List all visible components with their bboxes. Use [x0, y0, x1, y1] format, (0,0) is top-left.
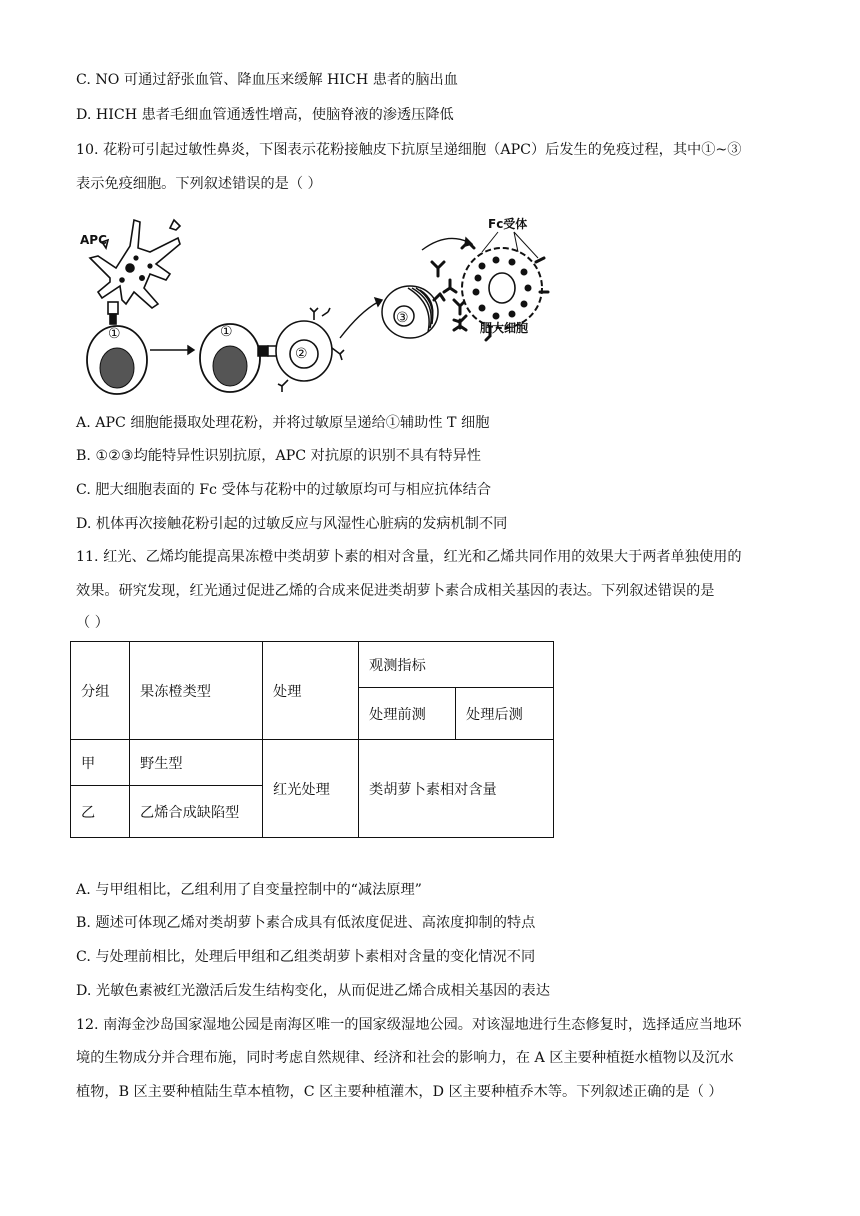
- fc-receptor-label: Fc受体: [488, 217, 528, 231]
- cell-3-label: ③: [396, 310, 409, 326]
- mast-cell-label: 肥大细胞: [480, 321, 529, 335]
- observation-value: 类胡萝卜素相对含量: [359, 740, 554, 838]
- b-cell: [276, 308, 344, 392]
- option-d-q10: D. 机体再次接触花粉引起的过敏反应与风湿性心脏病的发病机制不同: [76, 516, 508, 532]
- question-10-stem-2: 表示免疫细胞。下列叙述错误的是（ ）: [76, 176, 322, 192]
- arrow-1: [150, 346, 194, 354]
- option-c-q11: C. 与处理前相比，处理后甲组和乙组类胡萝卜素相对含量的变化情况不同: [76, 949, 536, 965]
- option-b-q11: B. 题述可体现乙烯对类胡萝卜素合成具有低浓度促进、高浓度抑制的特点: [76, 915, 536, 931]
- treatment-value: 红光处理: [263, 740, 359, 838]
- apc-label: APC: [80, 233, 107, 247]
- header-observation: 观测指标: [359, 642, 554, 688]
- cell-2-label: ②: [295, 346, 308, 362]
- option-d-q9: D. HICH 患者毛细血管通透性增高，使脑脊液的渗透压降低: [76, 107, 454, 123]
- option-c-q10: C. 肥大细胞表面的 Fc 受体与花粉中的过敏原均可与相应抗体结合: [76, 482, 492, 498]
- row2-group: 乙: [71, 786, 130, 838]
- header-treatment: 处理: [263, 642, 359, 740]
- row1-group: 甲: [71, 740, 130, 786]
- question-12-stem-3: 植物，B 区主要种植陆生草本植物，C 区主要种植灌木，D 区主要种植乔木等。下列叙述正确的是（ ）: [76, 1084, 723, 1100]
- header-type: 果冻橙类型: [130, 642, 263, 740]
- question-12-stem-2: 境的生物成分并合理布施，同时考虑自然规律、经济和社会的影响力，在 A 区主要种植挺水植物以及沉水: [76, 1050, 734, 1066]
- question-11-stem-3: （ ）: [76, 615, 109, 631]
- question-10-stem-1: 10. 花粉可引起过敏性鼻炎，下图表示花粉接触皮下抗原呈递细胞（APC）后发生的免疫过程，其中①~③: [76, 142, 742, 158]
- option-a-q10: A. APC 细胞能摄取处理花粉，并将过敏原呈递给①辅助性 T 细胞: [76, 415, 490, 431]
- question-12-stem-1: 12. 南海金沙岛国家湿地公园是南海区唯一的国家级湿地公园。对该湿地进行生态修复时，选择适应当地环: [76, 1017, 742, 1033]
- option-a-q11: A. 与甲组相比，乙组利用了自变量控制中的“减法原理”: [76, 882, 422, 898]
- row1-type: 野生型: [130, 740, 263, 786]
- mhc-tcr-link-1: [108, 302, 118, 324]
- header-group: 分组: [71, 642, 130, 740]
- cell-1b-label: ①: [220, 324, 233, 340]
- arrow-2: [340, 298, 382, 338]
- header-before: 处理前测: [359, 688, 456, 740]
- option-d-q11: D. 光敏色素被红光激活后发生结构变化，从而促进乙烯合成相关基因的表达: [76, 983, 550, 999]
- cell-1-label: ①: [108, 326, 121, 342]
- option-c-q9: C. NO 可通过舒张血管、降血压来缓解 HICH 患者的脑出血: [76, 72, 458, 88]
- row2-type: 乙烯合成缺陷型: [130, 786, 263, 838]
- experiment-table: [70, 641, 554, 838]
- option-b-q10: B. ①②③均能特异性识别抗原，APC 对抗原的识别不具有特异性: [76, 448, 481, 464]
- header-after: 处理后测: [456, 688, 554, 740]
- question-11-stem-2: 效果。研究发现，红光通过促进乙烯的合成来促进类胡萝卜素合成相关基因的表达。下列叙述错误的是: [76, 583, 715, 599]
- immune-process-figure: [70, 208, 560, 408]
- question-11-stem-1: 11. 红光、乙烯均能提高果冻橙中类胡萝卜素的相对含量，红光和乙烯共同作用的效果大于两者单独使用的: [76, 549, 742, 565]
- plasma-cell: [382, 286, 438, 338]
